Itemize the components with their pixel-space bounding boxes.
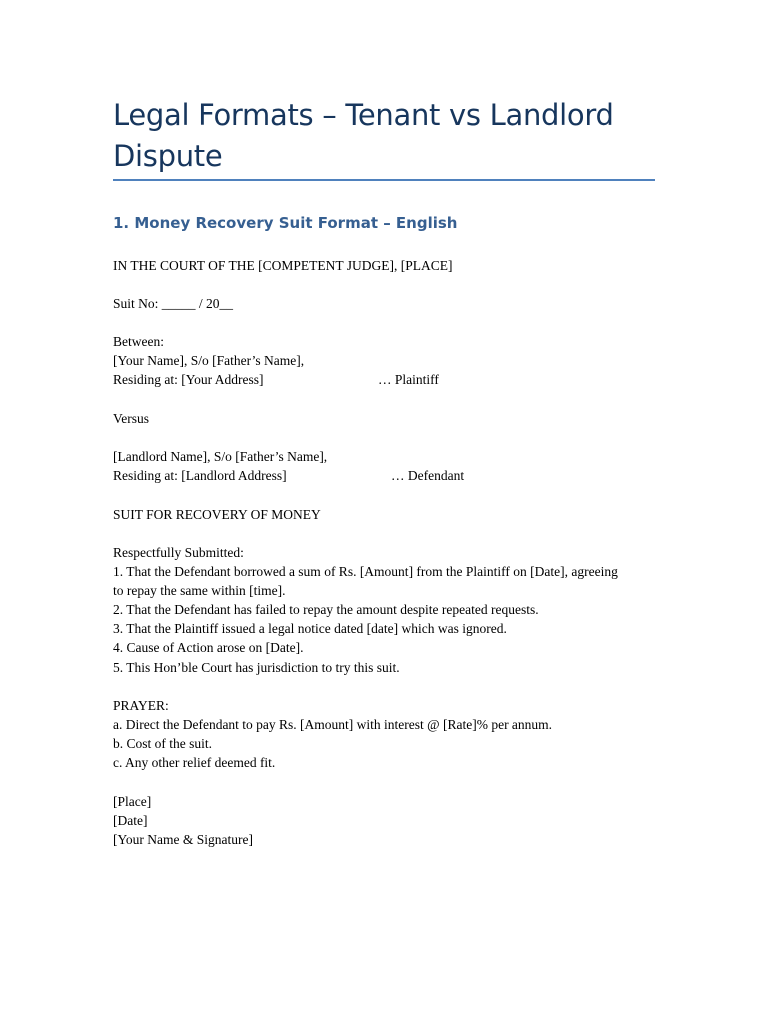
plaintiff-address-row xyxy=(113,370,658,389)
parties-block xyxy=(113,332,658,389)
point-line: to repay the same within [time]. xyxy=(113,583,286,599)
defendant-address: Residing at: [Landlord Address] xyxy=(113,468,287,484)
title-divider xyxy=(113,179,655,181)
plaintiff-address: Residing at: [Your Address] xyxy=(113,372,264,388)
plaintiff-name-line: [Your Name], S/o [Father’s Name], xyxy=(113,353,305,369)
suit-number: Suit No: _____ / 20__ xyxy=(113,296,234,311)
point-line: 4. Cause of Action arose on [Date]. xyxy=(113,640,304,656)
prayer-block xyxy=(113,696,658,772)
document-page xyxy=(113,0,658,1024)
plaintiff-role: … Plaintiff xyxy=(378,372,439,388)
defendant-role: … Defendant xyxy=(391,468,465,484)
closing-signature: [Your Name & Signature] xyxy=(113,832,253,848)
respectfully-submitted-label: Respectfully Submitted: xyxy=(113,545,244,560)
versus-label: Versus xyxy=(113,411,149,426)
closing-block xyxy=(113,792,658,849)
closing-date: [Date] xyxy=(113,813,148,829)
prayer-item: a. Direct the Defendant to pay Rs. [Amount] with interest @ [Rate]% per annum. xyxy=(113,717,553,733)
prayer-label: PRAYER: xyxy=(113,698,169,713)
point-line: 5. This Hon’ble Court has jurisdiction to try this suit. xyxy=(113,659,400,675)
point-line: 3. That the Plaintiff issued a legal notice dated [date] which was ignored. xyxy=(113,621,507,637)
defendant-address-row xyxy=(113,466,658,485)
court-line: IN THE COURT OF THE [COMPETENT JUDGE], [PLACE] xyxy=(113,258,453,273)
section-heading: 1. Money Recovery Suit Format – English xyxy=(113,214,458,232)
suit-title: SUIT FOR RECOVERY OF MONEY xyxy=(113,507,321,522)
point-line: 1. That the Defendant borrowed a sum of Rs. [Amount] from the Plaintiff on [Date], agreeing xyxy=(113,564,618,580)
prayer-item: b. Cost of the suit. xyxy=(113,736,213,752)
defendant-block xyxy=(113,447,658,485)
point-line: 2. That the Defendant has failed to repay the amount despite repeated requests. xyxy=(113,602,539,618)
document-title: Legal Formats – Tenant vs Landlord Dispute xyxy=(113,98,614,173)
closing-place: [Place] xyxy=(113,794,152,809)
defendant-name-line: [Landlord Name], S/o [Father’s Name], xyxy=(113,449,328,464)
prayer-item: c. Any other relief deemed fit. xyxy=(113,755,276,771)
between-label: Between: xyxy=(113,334,164,349)
submission-block xyxy=(113,543,658,677)
